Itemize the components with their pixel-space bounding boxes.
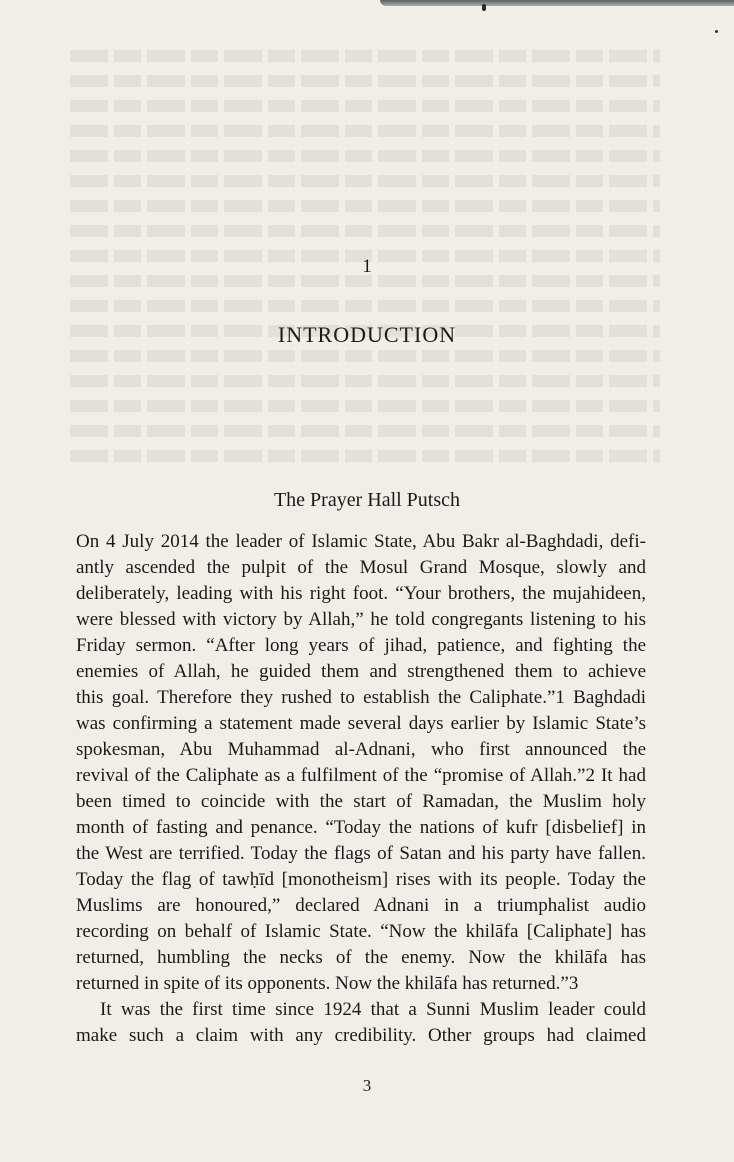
text-line: enemies of Allah, he guided them and strengthened them to achieve <box>76 661 646 682</box>
text-line: the West are terrified. Today the flags of Satan and his party have fallen. <box>76 843 646 864</box>
text-line: revival of the Caliphate as a fulfilment of the “promise of Allah.”2 It had <box>76 765 646 786</box>
text-line: spokesman, Abu Muhammad al-Adnani, who first announced the <box>76 739 646 760</box>
text-line: deliberately, leading with his right foot. “Your brothers, the mujahideen, <box>76 583 646 604</box>
text-line: month of fasting and penance. “Today the nations of kufr [disbelief] in <box>76 817 646 838</box>
text-line: this goal. Therefore they rushed to establish the Caliphate.”1 Baghdadi <box>76 687 646 708</box>
text-line: been timed to coincide with the start of Ramadan, the Muslim holy <box>76 791 646 812</box>
text-line: make such a claim with any credibility. Other groups had claimed <box>76 1025 646 1046</box>
text-line: It was the first time since 1924 that a Sunni Muslim leader could <box>100 999 646 1020</box>
ink-speck <box>482 4 486 11</box>
body-text <box>76 529 646 1049</box>
text-line: returned, humbling the necks of the enemy. Now the khilāfa has <box>76 947 646 968</box>
chapter-number: 1 <box>362 256 372 277</box>
ink-speck <box>715 30 718 33</box>
chapter-title: INTRODUCTION <box>277 322 457 347</box>
page-edge-shadow <box>380 0 734 6</box>
text-line: antly ascended the pulpit of the Mosul Grand Mosque, slowly and <box>76 557 646 578</box>
show-through-text <box>70 50 660 530</box>
text-line: were blessed with victory by Allah,” he told congregants listening to his <box>76 609 646 630</box>
text-line: Today the flag of tawḥīd [monotheism] rises with its people. Today the <box>76 869 646 890</box>
text-line: returned in spite of its opponents. Now the khilāfa has returned.”3 <box>76 973 579 994</box>
text-line: was confirming a statement made several days earlier by Islamic State’s <box>76 713 646 734</box>
page-number: 3 <box>362 1076 372 1095</box>
text-line: On 4 July 2014 the leader of Islamic State, Abu Bakr al-Baghdadi, defi- <box>76 531 646 552</box>
section-heading: The Prayer Hall Putsch <box>273 489 461 511</box>
text-line: Muslims are honoured,” declared Adnani in a triumphalist audio <box>76 895 646 916</box>
text-line: recording on behalf of Islamic State. “Now the khilāfa [Caliphate] has <box>76 921 646 942</box>
text-line: Friday sermon. “After long years of jihad, patience, and fighting the <box>76 635 646 656</box>
